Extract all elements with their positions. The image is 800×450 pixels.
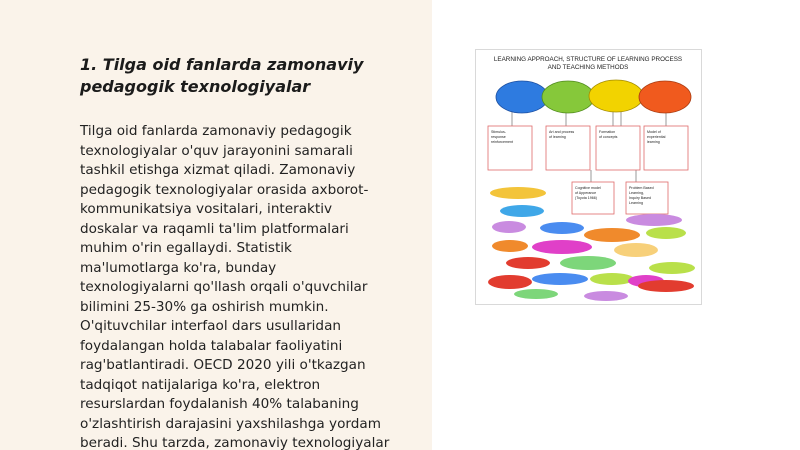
method-blob [500, 205, 544, 217]
body-line: rag'batlantiradi. OECD 2020 yili o'tkazgan [80, 357, 366, 373]
body-line: Tilga oid fanlarda zamonaviy pedagogik [80, 123, 352, 139]
body-line: kommunikatsiya vositalari, interaktiv [80, 201, 333, 217]
body-line: O'qituvchilar interfaol dars usullaridan [80, 318, 342, 334]
method-blob [488, 275, 532, 289]
slide-title-line: pedagogik texnologiyalar [80, 77, 311, 96]
body-line: o'zlashtirish darajasini yaxshilashga yordam [80, 415, 381, 432]
box-text: of learning [549, 135, 566, 139]
box-text: Formation [599, 130, 616, 134]
diagram-title-line: AND TEACHING METHODS [547, 64, 629, 71]
approach-ellipse [589, 80, 643, 112]
body-line: resurslardan foydalanish 40% talabaning [80, 396, 359, 412]
body-line: ma'lumotlarga ko'ra, bunday [80, 259, 277, 276]
slide-body [80, 122, 425, 450]
box-text: Learning [629, 201, 643, 205]
body-line: bilimini 25-30% ga oshirish mumkin. [80, 298, 329, 315]
body-line: pedagogik texnologiyalar orasida axborot- [80, 181, 369, 198]
body-line: foydalangan holda talabalar faoliyatini [80, 337, 343, 354]
box-text: learning [647, 140, 660, 144]
method-blob [514, 289, 558, 299]
method-blob [590, 273, 634, 285]
method-blob [614, 243, 658, 257]
body-line: muhim o'rin egallaydi. Statistik [80, 240, 292, 256]
method-blob [649, 262, 695, 274]
method-blob [532, 240, 592, 254]
method-blob [506, 257, 550, 269]
approach-ellipse [639, 81, 691, 113]
box-text: reinforcement [491, 140, 513, 144]
body-line: texnologiyalarni qo'llash orqali o'quvchilar [80, 279, 368, 295]
approach-ellipse [496, 81, 548, 113]
method-blob [532, 273, 588, 285]
method-blob [540, 222, 584, 234]
body-line: doskalar va raqamli ta'lim platformalari [80, 220, 349, 237]
body-line: texnologiyalar o'quv jarayonini samarali [80, 142, 353, 159]
box-text: Inquiry Based [629, 196, 651, 200]
box-text: of Apperance [575, 191, 597, 195]
method-blob [490, 187, 546, 199]
box-text: (Toyota 1966) [575, 196, 597, 200]
svg-text:Formation of concepts [599, 130, 618, 139]
body-line: tashkil etishga xizmat qiladi. Zamonaviy [80, 162, 356, 178]
method-blob [584, 228, 640, 242]
slide-title-line: 1. Tilga oid fanlarda zamonaviy [80, 55, 364, 74]
slide-title [80, 54, 420, 98]
box-text: Learning, [629, 191, 644, 195]
body-line: beradi. Shu tarzda, zamonaviy texnologiyalar [80, 435, 390, 450]
approach-ellipse [542, 81, 594, 113]
box-text: response [491, 135, 506, 139]
method-blob [492, 240, 528, 252]
body-line: tadqiqot natijalariga ko'ra, elektron [80, 376, 321, 393]
method-blob [626, 214, 682, 226]
box-text: Cognitive model [575, 186, 601, 190]
diagram-title-line: LEARNING APPROACH, STRUCTURE OF LEARNING PROCESS [493, 56, 683, 63]
box-text: Model of [647, 130, 661, 134]
method-blob [492, 221, 526, 233]
method-blob [646, 227, 686, 239]
box-text: experiential [647, 135, 666, 139]
box-text: Stimulus- [491, 130, 506, 134]
learning-diagram-image [475, 49, 702, 305]
method-blob [638, 280, 694, 292]
box-text: Problem Based [629, 186, 654, 190]
method-blob [584, 291, 628, 301]
box-text: Art and process [549, 130, 575, 134]
box-text: of concepts [599, 135, 618, 139]
method-blob [560, 256, 616, 270]
